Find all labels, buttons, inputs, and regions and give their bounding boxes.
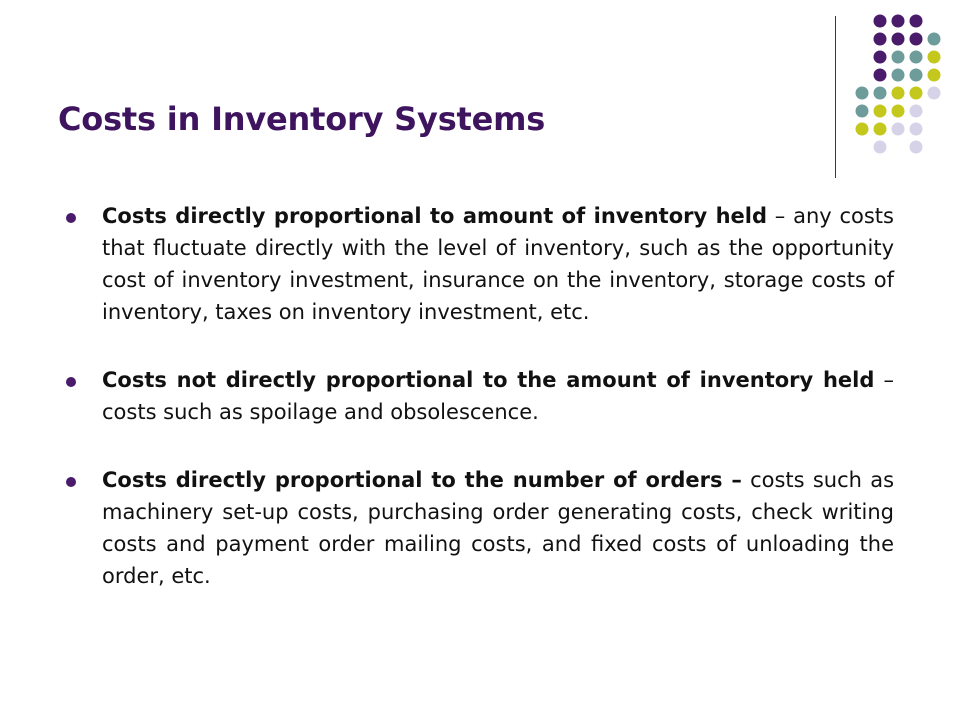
decorative-dot — [928, 33, 941, 46]
decorative-dot — [892, 15, 905, 28]
bullet-dot-icon — [66, 213, 76, 223]
bullet-text: costs such as machinery set-up costs, purchasing order generating costs, check writing costs and payment order mailing costs, and fixed costs of unloading the order, etc. — [102, 468, 895, 588]
decorative-dot — [874, 123, 887, 136]
decorative-dot — [910, 105, 923, 118]
decorative-dot — [892, 33, 905, 46]
bullet-dot-icon — [66, 377, 76, 387]
bullet-text: – any costs that fluctuate directly with the level of inventory, such as the opportunity cost of inventory investment, insurance on the inventory, storage costs of inventory, taxes on inventory investment, etc. — [102, 204, 894, 324]
decorative-dot — [874, 87, 887, 100]
decorative-dot — [910, 87, 923, 100]
decorative-dot — [928, 51, 941, 64]
decorative-dot — [892, 105, 905, 118]
decorative-dot — [874, 51, 887, 64]
decorative-dot — [928, 87, 941, 100]
decorative-dot — [892, 123, 905, 136]
decorative-dot — [892, 51, 905, 64]
bullet-lead: Costs directly proportional to amount of inventory held — [102, 204, 768, 228]
bullet-item-3 — [66, 464, 894, 592]
decorative-dot — [910, 51, 923, 64]
decorative-dot — [874, 33, 887, 46]
decorative-dot — [856, 123, 869, 136]
decorative-dot — [874, 105, 887, 118]
decorative-dot — [910, 15, 923, 28]
bullet-text: – costs such as spoilage and obsolescence. — [102, 368, 894, 424]
bullet-lead: Costs directly proportional to the number of orders – — [102, 468, 742, 492]
slide-title: Costs in Inventory Systems — [58, 100, 546, 138]
bullet-item-2 — [66, 364, 894, 428]
bullet-dot-icon — [66, 477, 76, 487]
decorative-dot — [856, 87, 869, 100]
decorative-dot — [910, 141, 923, 154]
decorative-dot — [910, 123, 923, 136]
bullet-list — [66, 200, 894, 592]
decorative-dot — [874, 15, 887, 28]
decorative-dot — [856, 105, 869, 118]
decorative-dot — [928, 69, 941, 82]
decorative-dot — [892, 69, 905, 82]
decorative-dot — [910, 69, 923, 82]
decorative-dot — [874, 69, 887, 82]
decorative-dot — [910, 33, 923, 46]
divider-line — [835, 16, 836, 178]
decorative-dot — [874, 141, 887, 154]
bullet-item-1 — [66, 200, 894, 328]
bullet-lead: Costs not directly proportional to the amount of inventory held — [102, 368, 875, 392]
decorative-dot — [892, 87, 905, 100]
